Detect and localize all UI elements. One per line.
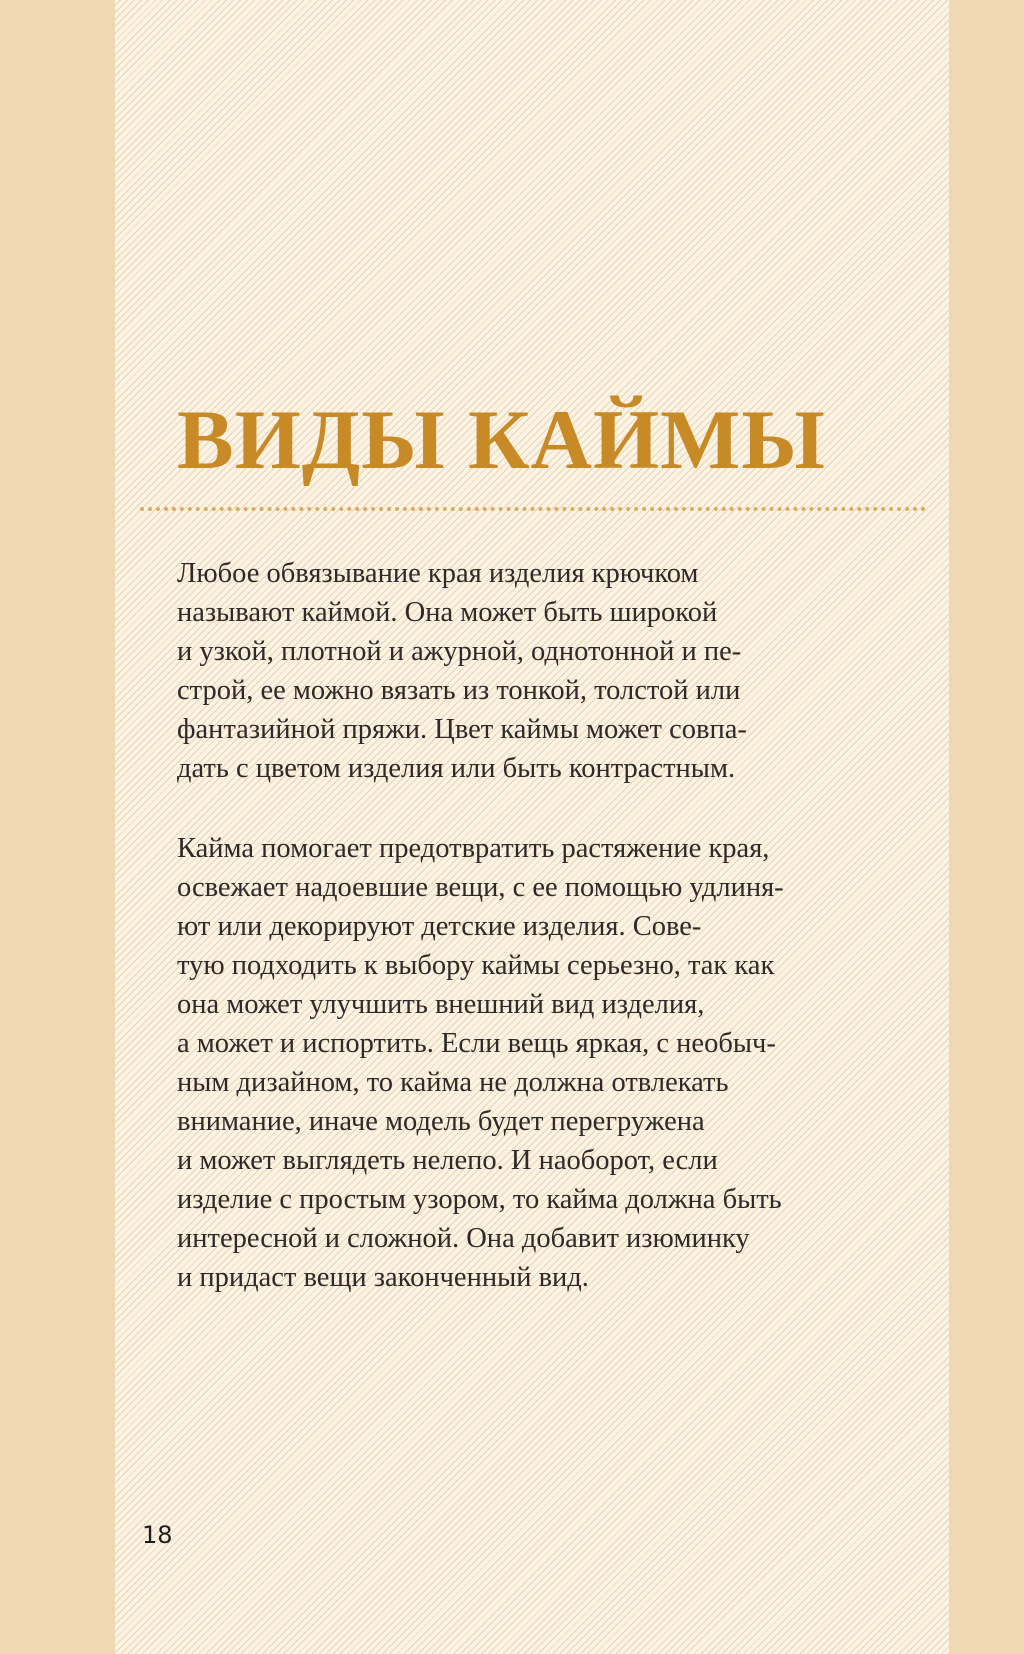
- text-line: и узкой, плотной и ажурной, однотонной и пе-: [177, 636, 742, 667]
- dotted-divider: [140, 507, 926, 511]
- text-line: и может выглядеть нелепо. И наоборот, если: [177, 1145, 718, 1176]
- text-line: а может и испортить. Если вещь яркая, с необыч-: [177, 1028, 776, 1059]
- page-title: ВИДЫ КАЙМЫ: [177, 393, 826, 487]
- text-line: ют или декорируют детские изделия. Сове-: [177, 911, 702, 942]
- text-line: называют каймой. Она может быть широкой: [177, 597, 718, 628]
- text-line: интересной и сложной. Она добавит изюминку: [177, 1223, 750, 1254]
- text-line: она может улучшить внешний вид изделия,: [177, 989, 705, 1020]
- text-line: ным дизайном, то кайма не должна отвлекать: [177, 1067, 729, 1098]
- text-line: внимание, иначе модель будет перегружена: [177, 1106, 705, 1137]
- text-line: дать с цветом изделия или быть контрастным.: [177, 753, 736, 784]
- text-line: тую подходить к выбору каймы серьезно, так как: [177, 950, 775, 981]
- paragraph-2: [177, 829, 917, 1297]
- text-line: освежает надоевшие вещи, с ее помощью удлиня-: [177, 872, 784, 903]
- text-line: изделие с простым узором, то кайма должна быть: [177, 1184, 782, 1215]
- text-line: и придаст вещи законченный вид.: [177, 1262, 589, 1293]
- page-number: 18: [142, 1521, 173, 1549]
- paragraph-1: [177, 554, 917, 788]
- page-body: [115, 0, 949, 1654]
- text-line: Кайма помогает предотвратить растяжение края,: [177, 833, 770, 864]
- text-line: Любое обвязывание края изделия крючком: [177, 558, 699, 589]
- text-line: строй, ее можно вязать из тонкой, толстой или: [177, 675, 741, 706]
- text-line: фантазийной пряжи. Цвет каймы может совпа-: [177, 714, 747, 745]
